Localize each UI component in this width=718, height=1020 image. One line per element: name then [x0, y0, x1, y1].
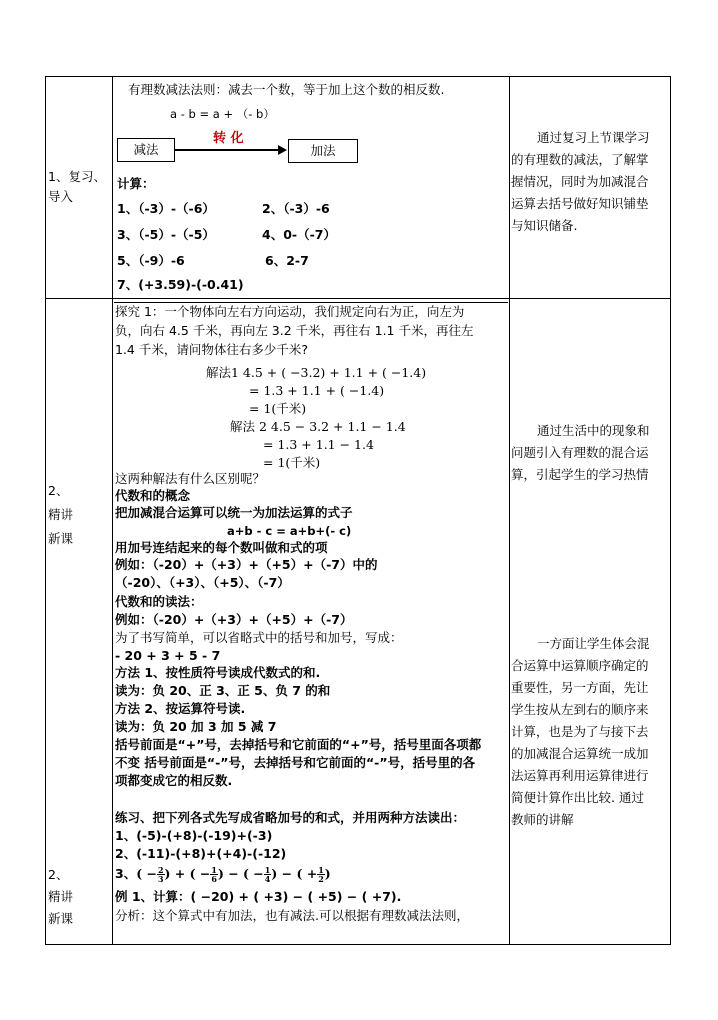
method2-line-3: = 1(千米)	[263, 455, 321, 470]
note-line: 握情况，同时为加减混合	[511, 174, 649, 189]
concept-title: 代数和的概念	[115, 488, 191, 503]
method1-line-3: = 1(千米)	[249, 401, 307, 416]
row1-note	[511, 127, 669, 237]
note-line: 的有理数的减法，了解掌	[511, 152, 649, 167]
reading-title: 代数和的读法：	[115, 594, 203, 609]
explore-line-1: 探究 1：一个物体向左右方向运动，我们规定向右为正，向左为	[115, 304, 465, 319]
numerator: 1	[318, 865, 324, 875]
row2-label-line1: 2、	[48, 483, 69, 498]
problem-6: 6、2-7	[265, 253, 309, 268]
note-line: 重要性，另一方面，先让	[511, 680, 649, 695]
row3-label-line1: 2、	[48, 867, 69, 882]
term-definition: 用加号连结起来的每个数叫做和式的项	[115, 540, 328, 555]
fraction	[157, 866, 165, 883]
subtraction-box: 减法	[117, 138, 175, 162]
row-divider-1	[45, 298, 671, 299]
note-line: 法运算再利用运算律进行	[511, 768, 649, 783]
transform-label: 转 化	[213, 131, 244, 146]
explore-line-2: 负，向右 4.5 千米，再向左 3.2 千米，再往右 1.1 千米，再往左	[115, 323, 474, 338]
problem-2: 2、（-3）-6	[262, 201, 330, 216]
note-line: 问题引入有理数的混合运	[511, 445, 649, 460]
table-border-top	[45, 76, 671, 77]
concept-formula: a+b - c = a+b+(- c)	[227, 524, 352, 538]
row3-label-line3: 新课	[48, 911, 74, 926]
method2-line-2: = 1.3 + 1.1 − 1.4	[263, 437, 374, 452]
note-line: 通过生活中的现象和	[537, 423, 650, 438]
note-line: 算，引起学生的学习热情	[511, 467, 649, 482]
note-line: 合运算中运算顺序确定的	[511, 658, 649, 673]
row3-label-line2: 精讲	[48, 889, 74, 904]
method1-line-2: = 1.3 + 1.1 + ( −1.4)	[249, 383, 385, 398]
note-line: 通过复习上节课学习	[537, 130, 650, 145]
method2-line-1: 解法 2 4.5 − 3.2 + 1.1 − 1.4	[230, 419, 406, 434]
expr-part: ) − ( +	[271, 866, 318, 881]
simplify-line: 为了书写简单，可以省略式中的括号和加号，写成：	[115, 630, 403, 645]
way-1: 方法 1、按性质符号读成代数式的和.	[115, 665, 321, 680]
note-line: 计算，也是为了与接下去	[511, 724, 649, 739]
example-line-1: 例如：（-20）+（+3）+（+5）+（-7）中的	[115, 557, 378, 572]
col-divider-2	[509, 76, 510, 945]
practice-title: 练习、把下列各式先写成省略加号的和式，并用两种方法读出：	[115, 810, 466, 825]
row2-note-2	[511, 633, 669, 831]
col-divider-1	[112, 76, 113, 945]
denominator: 4	[264, 874, 271, 884]
bracket-rule-3: 项都变成它的相反数.	[115, 773, 233, 788]
problem-1: 1、（-3）-（-6）	[117, 201, 215, 216]
simplified-expression: - 20 + 3 + 5 - 7	[115, 648, 221, 663]
concept-line: 把加减混合运算可以统一为加法运算的式子	[115, 505, 353, 520]
problem-5: 5、（-9）-6	[117, 253, 185, 268]
expr-part: ) − ( −	[217, 866, 264, 881]
subtraction-formula: a - b = a + （- b）	[170, 107, 275, 121]
row2-note-1	[511, 420, 669, 486]
note-line: 的加减混合运算统一成加	[511, 746, 649, 761]
numerator: 2	[157, 865, 164, 875]
note-line: 简便计算作出比较. 通过	[511, 790, 644, 805]
table-border-right	[670, 76, 671, 945]
note-line: 教师的讲解	[511, 812, 574, 827]
denominator: 6	[211, 874, 217, 884]
note-line: 学生按从左到右的顺序来	[511, 702, 649, 717]
addition-box: 加法	[288, 139, 358, 163]
example-line-2: （-20）、（+3）、（+5）、（-7）	[115, 575, 290, 590]
expr-part: ( −	[136, 866, 157, 881]
way-2: 方法 2、按运算符号读.	[115, 701, 246, 716]
practice-2: 2、(-11)-(+8)+(+4)-(-12)	[115, 846, 287, 861]
explore-line-3: 1.4 千米，请问物体往右多少千米?	[115, 342, 308, 357]
subtraction-rule: 有理数减法法则：减去一个数，等于加上这个数的相反数.	[128, 82, 445, 97]
table-border-left	[45, 76, 46, 945]
expr-part: )	[324, 866, 331, 881]
problem-3: 3、（-5）-（-5）	[117, 227, 215, 242]
fraction	[210, 866, 218, 883]
practice-1: 1、(-5)-(+8)-(-19)+(-3)	[115, 828, 273, 843]
analysis-line: 分析：这个算式中有加法，也有减法.可以根据有理数减法法则，	[115, 908, 469, 923]
note-line: 运算去括号做好知识铺垫	[511, 196, 649, 211]
calc-title: 计算：	[117, 176, 155, 191]
example-1: 例 1、计算：( −20) + ( +3) − ( +5) − ( +7).	[115, 889, 402, 904]
row1-label-line1: 1、复习、	[48, 169, 106, 184]
denominator: 3	[157, 874, 164, 884]
row2-label-line2: 精讲	[48, 507, 74, 522]
question-line: 这两种解法有什么区别呢？	[115, 471, 266, 486]
numerator: 1	[211, 865, 217, 875]
denominator: 2	[318, 874, 324, 884]
row2-label-line3: 新课	[48, 531, 74, 546]
table-border-bottom	[45, 944, 671, 945]
bracket-rule-1: 括号前面是“+”号，去掉括号和它前面的“+”号，括号里面各项都	[115, 737, 482, 752]
note-line: 一方面让学生体会混	[537, 636, 650, 651]
expr-part: ) + ( −	[164, 866, 211, 881]
practice-3	[115, 863, 331, 885]
fraction	[317, 866, 325, 883]
reading-example: 例如：（-20）+（+3）+（+5）+（-7）	[115, 612, 353, 627]
way-2-reading: 读为：负 20 加 3 加 5 减 7	[115, 719, 277, 734]
transform-arrow-icon	[174, 143, 288, 157]
note-line: 与知识储备.	[511, 218, 578, 233]
bracket-rule-2: 不变 括号前面是“-”号，去掉括号和它前面的“-”号，括号里的各	[115, 755, 476, 770]
row1-label-line2: 导入	[48, 189, 74, 204]
problem-7: 7、(+3.59)-(-0.41)	[117, 277, 244, 292]
problem-4: 4、0-（-7）	[262, 227, 336, 242]
practice-3-prefix: 3、	[115, 866, 137, 881]
method1-line-1: 解法1 4.5 + ( −3.2) + 1.1 + ( −1.4)	[206, 365, 427, 380]
way-1-reading: 读为：负 20、正 3、正 5、负 7 的和	[115, 683, 331, 698]
numerator: 1	[264, 865, 271, 875]
